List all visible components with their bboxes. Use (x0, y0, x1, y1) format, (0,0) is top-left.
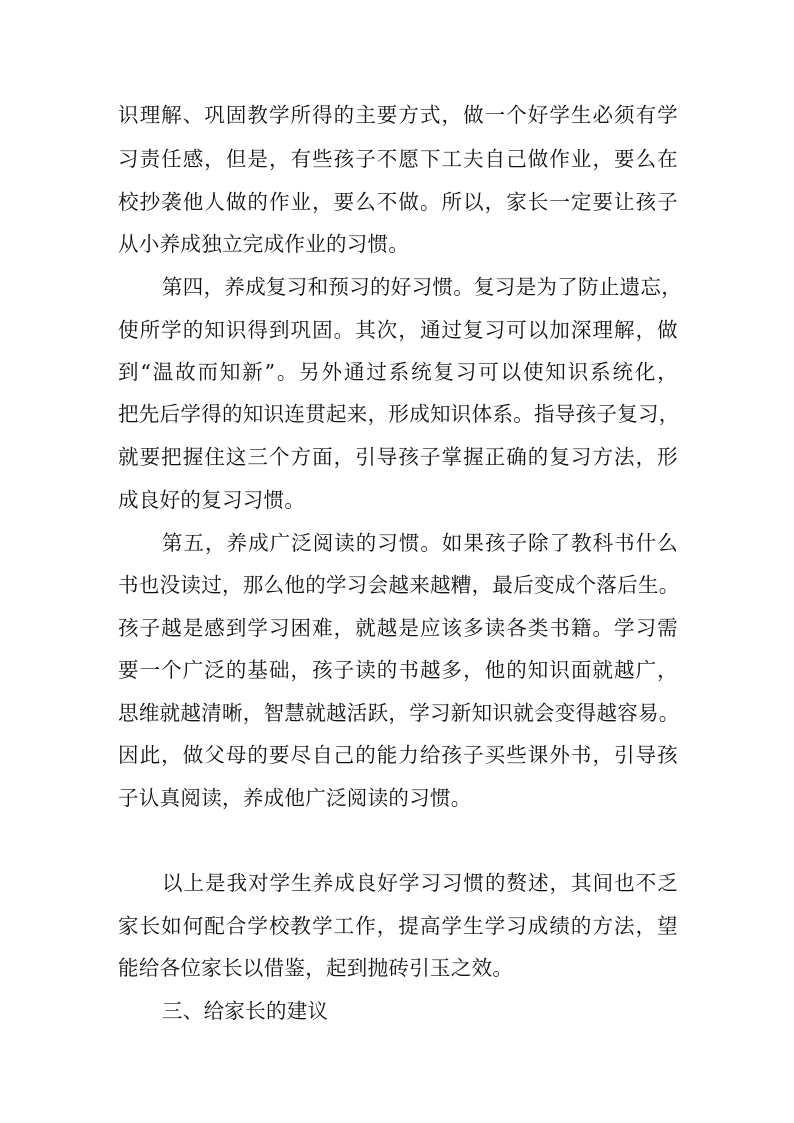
text-line: 使所学的知识得到巩固。其次，通过复习可以加深理解，做 (118, 318, 678, 342)
text-line: 子认真阅读，养成他广泛阅读的习惯。 (118, 786, 472, 810)
text-line: 要一个广泛的基础，孩子读的书越多，他的知识面就越广， (118, 658, 678, 682)
text-line: 因此，做父母的要尽自己的能力给孩子买些课外书，引导孩 (118, 743, 678, 767)
text-line: 书也没读过，那么他的学习会越来越糟，最后变成个落后生。 (118, 573, 680, 597)
text-line: 第五，养成广泛阅读的习惯。如果孩子除了教科书什么 (162, 531, 678, 555)
text-line: 思维就越清晰，智慧就越活跃，学习新知识就会变得越容易。 (118, 701, 680, 725)
text-line: 第四，养成复习和预习的好习惯。复习是为了防止遗忘， (162, 275, 682, 299)
text-line: 家长如何配合学校教学工作，提高学生学习成绩的方法，望 (118, 914, 678, 938)
text-line: 以上是我对学生养成良好学习习惯的赘述，其间也不乏 (162, 871, 678, 895)
text-line: 习责任感，但是，有些孩子不愿下工夫自己做作业，要么在 (118, 147, 678, 171)
text-line: 到“温故而知新”。另外通过系统复习可以使知识系统化， (118, 360, 678, 384)
text-line: 识理解、巩固教学所得的主要方式，做一个好学生必须有学 (118, 103, 678, 127)
text-line: 就要把握住这三个方面，引导孩子掌握正确的复习方法，形 (118, 445, 678, 469)
text-line: 能给各位家长以借鉴，起到抛砖引玉之效。 (118, 956, 514, 980)
text-line: 校抄袭他人做的作业，要么不做。所以，家长一定要让孩子 (118, 190, 678, 214)
text-line: 从小养成独立完成作业的习惯。 (118, 232, 410, 256)
text-line: 孩子越是感到学习困难，就越是应该多读各类书籍。学习需 (118, 616, 678, 640)
text-line: 把先后学得的知识连贯起来，形成知识体系。指导孩子复习， (118, 402, 680, 426)
section-heading: 三、给家长的建议 (162, 999, 329, 1023)
text-line: 成良好的复习习惯。 (118, 488, 306, 512)
